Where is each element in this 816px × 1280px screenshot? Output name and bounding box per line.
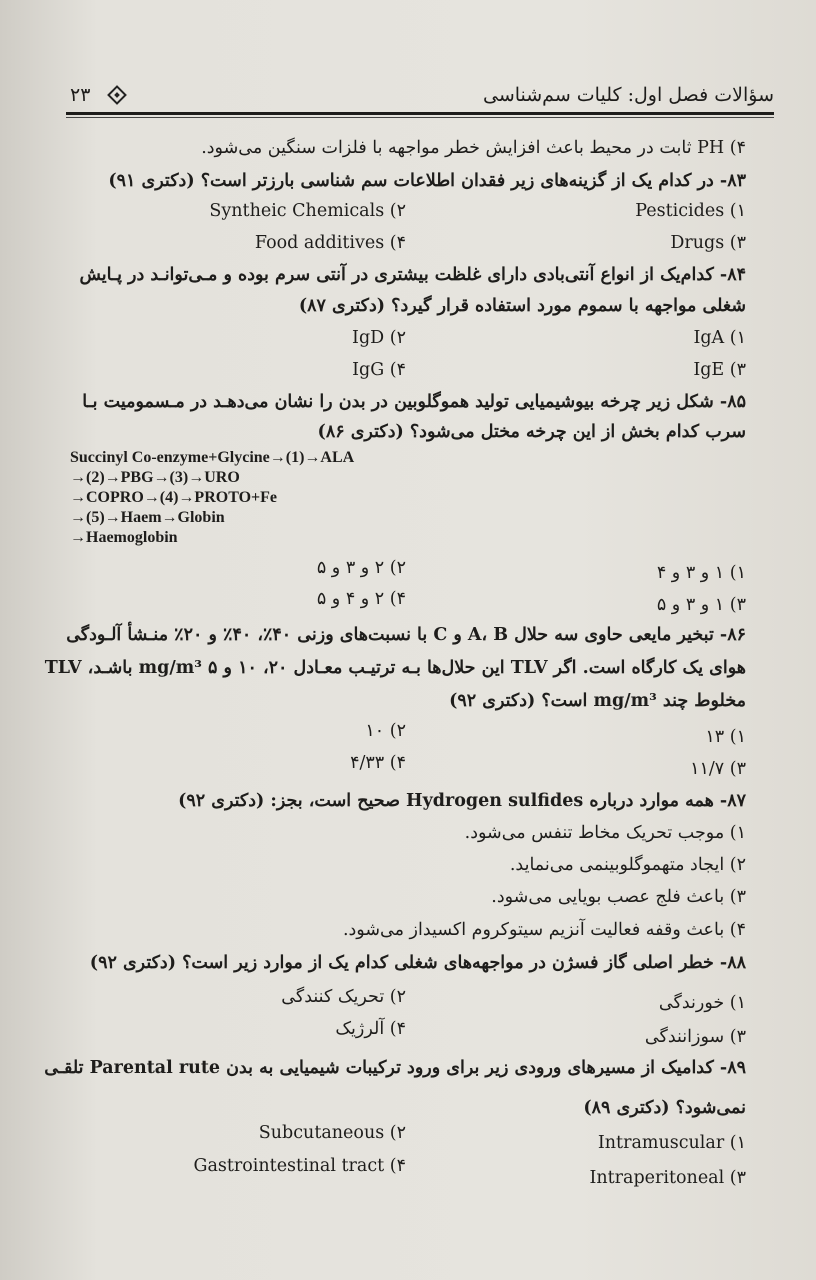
q87-option-2: ۲) ایجاد متهموگلوبینمی می‌نماید. — [509, 855, 746, 875]
question-89-line-1: ۸۹- کدامیک از مسیرهای ورودی زیر برای ورود ترکیبات شیمیایی به بدن Parental rute تلقـی — [44, 1058, 746, 1078]
q87-option-4: ۴) باعث وقفه فعالیت آنزیم سیتوکروم اکسیداز می‌شود. — [342, 920, 746, 940]
header-rule — [66, 112, 774, 115]
q86-option-4: ۴) ۴/۳۳ — [350, 753, 406, 773]
question-84-line-1: ۸۴- کدام‌یک از انواع آنتی‌بادی دارای غلظت بیشتری در آنتی سرم بوده و مـی‌توانـد در پـایش — [79, 265, 746, 285]
q84-option-4: ۴) IgG — [352, 360, 406, 380]
q86-option-1: ۱) ۱۳ — [705, 727, 746, 747]
q86-option-3: ۳) ۱۱/۷ — [690, 759, 746, 779]
question-86-line-2: هوای یک کارگاه است. اگر TLV این حلال‌ها بـه ترتیـب معـادل ۲۰، ۱۰ و ۵ mg/m³ باشـد، TLV — [44, 658, 746, 678]
q89-option-3: ۳) Intraperitoneal — [589, 1168, 746, 1188]
question-89-line-2: نمی‌شود؟ (دکتری ۸۹) — [583, 1098, 746, 1118]
question-86-line-3: مخلوط چند mg/m³ است؟ (دکتری ۹۲) — [449, 691, 746, 711]
q83-option-3: ۳) Drugs — [670, 233, 746, 253]
formula-line-2: →(2)→PBG→(3)→URO — [70, 469, 240, 486]
formula-line-4: →(5)→Haem→Globin — [70, 509, 225, 526]
q83-option-4: ۴) Food additives — [254, 233, 406, 253]
q89-option-4: ۴) Gastrointestinal tract — [193, 1156, 406, 1176]
question-87: ۸۷- همه موارد درباره Hydrogen sulfides صحیح است، بجز: (دکتری ۹۲) — [178, 791, 746, 811]
q84-option-3: ۳) IgE — [693, 360, 746, 380]
question-85-line-2: سرب کدام بخش از این چرخه مختل می‌شود؟ (دکتری ۸۶) — [317, 422, 746, 442]
question-88: ۸۸- خطر اصلی گاز فسژن در مواجهه‌های شغلی کدام یک از موارد زیر است؟ (دکتری ۹۲) — [89, 953, 746, 973]
q88-option-3: ۳) سوزانندگی — [644, 1027, 746, 1047]
question-86-line-1: ۸۶- تبخیر مایعی حاوی سه حلال A، B و C با نسبت‌های وزنی ۴۰٪، ۴۰٪ و ۲۰٪ منـشأ آلـودگی — [66, 625, 746, 645]
q85-option-2: ۲) ۲ و ۳ و ۵ — [316, 558, 406, 578]
page-number: ۲۳ — [70, 84, 91, 106]
q85-option-1: ۱) ۱ و ۳ و ۴ — [656, 563, 746, 583]
question-83: ۸۳- در کدام یک از گزینه‌های زیر فقدان اطلاعات سم شناسی بارزتر است؟ (دکتری ۹۱) — [108, 171, 746, 191]
formula-line-3: →COPRO→(4)→PROTO+Fe — [70, 489, 278, 506]
previous-option-line: ۴) PH ثابت در محیط باعث افزایش خطر مواجهه با فلزات سنگین می‌شود. — [201, 138, 746, 158]
q83-option-2: ۲) Syntheic Chemicals — [209, 201, 406, 221]
q87-option-1: ۱) موجب تحریک مخاط تنفس می‌شود. — [464, 823, 746, 843]
header-rule-thin — [66, 117, 774, 118]
q88-option-1: ۱) خورندگی — [658, 993, 746, 1013]
diamond-ornament-icon — [107, 85, 127, 105]
q84-option-1: ۱) IgA — [693, 328, 746, 348]
q88-option-4: ۴) آلرژیک — [335, 1019, 406, 1039]
formula-line-1: Succinyl Co-enzyme+Glycine→(1)→ALA — [70, 449, 355, 466]
heme-synthesis-formula — [70, 448, 354, 548]
q84-option-2: ۲) IgD — [352, 328, 406, 348]
q85-option-4: ۴) ۲ و ۴ و ۵ — [316, 589, 406, 609]
q86-option-2: ۲) ۱۰ — [365, 721, 406, 741]
q83-option-1: ۱) Pesticides — [635, 201, 746, 221]
q89-option-1: ۱) Intramuscular — [597, 1133, 746, 1153]
q85-option-3: ۳) ۱ و ۳ و ۵ — [656, 595, 746, 615]
question-85-line-1: ۸۵- شکل زیر چرخه بیوشیمیایی تولید هموگلوبین در بدن را نشان می‌دهـد در مـسمومیت بـا — [82, 392, 746, 412]
chapter-title: سؤالات فصل اول: کلیات سم‌شناسی — [482, 84, 774, 106]
q88-option-2: ۲) تحریک کنندگی — [281, 987, 406, 1007]
formula-line-5: →Haemoglobin — [70, 529, 178, 546]
q87-option-3: ۳) باعث فلج عصب بویایی می‌شود. — [491, 887, 746, 907]
q89-option-2: ۲) Subcutaneous — [258, 1123, 406, 1143]
question-84-line-2: شغلی مواجهه با سموم مورد استفاده قرار گیرد؟ (دکتری ۸۷) — [298, 296, 746, 316]
